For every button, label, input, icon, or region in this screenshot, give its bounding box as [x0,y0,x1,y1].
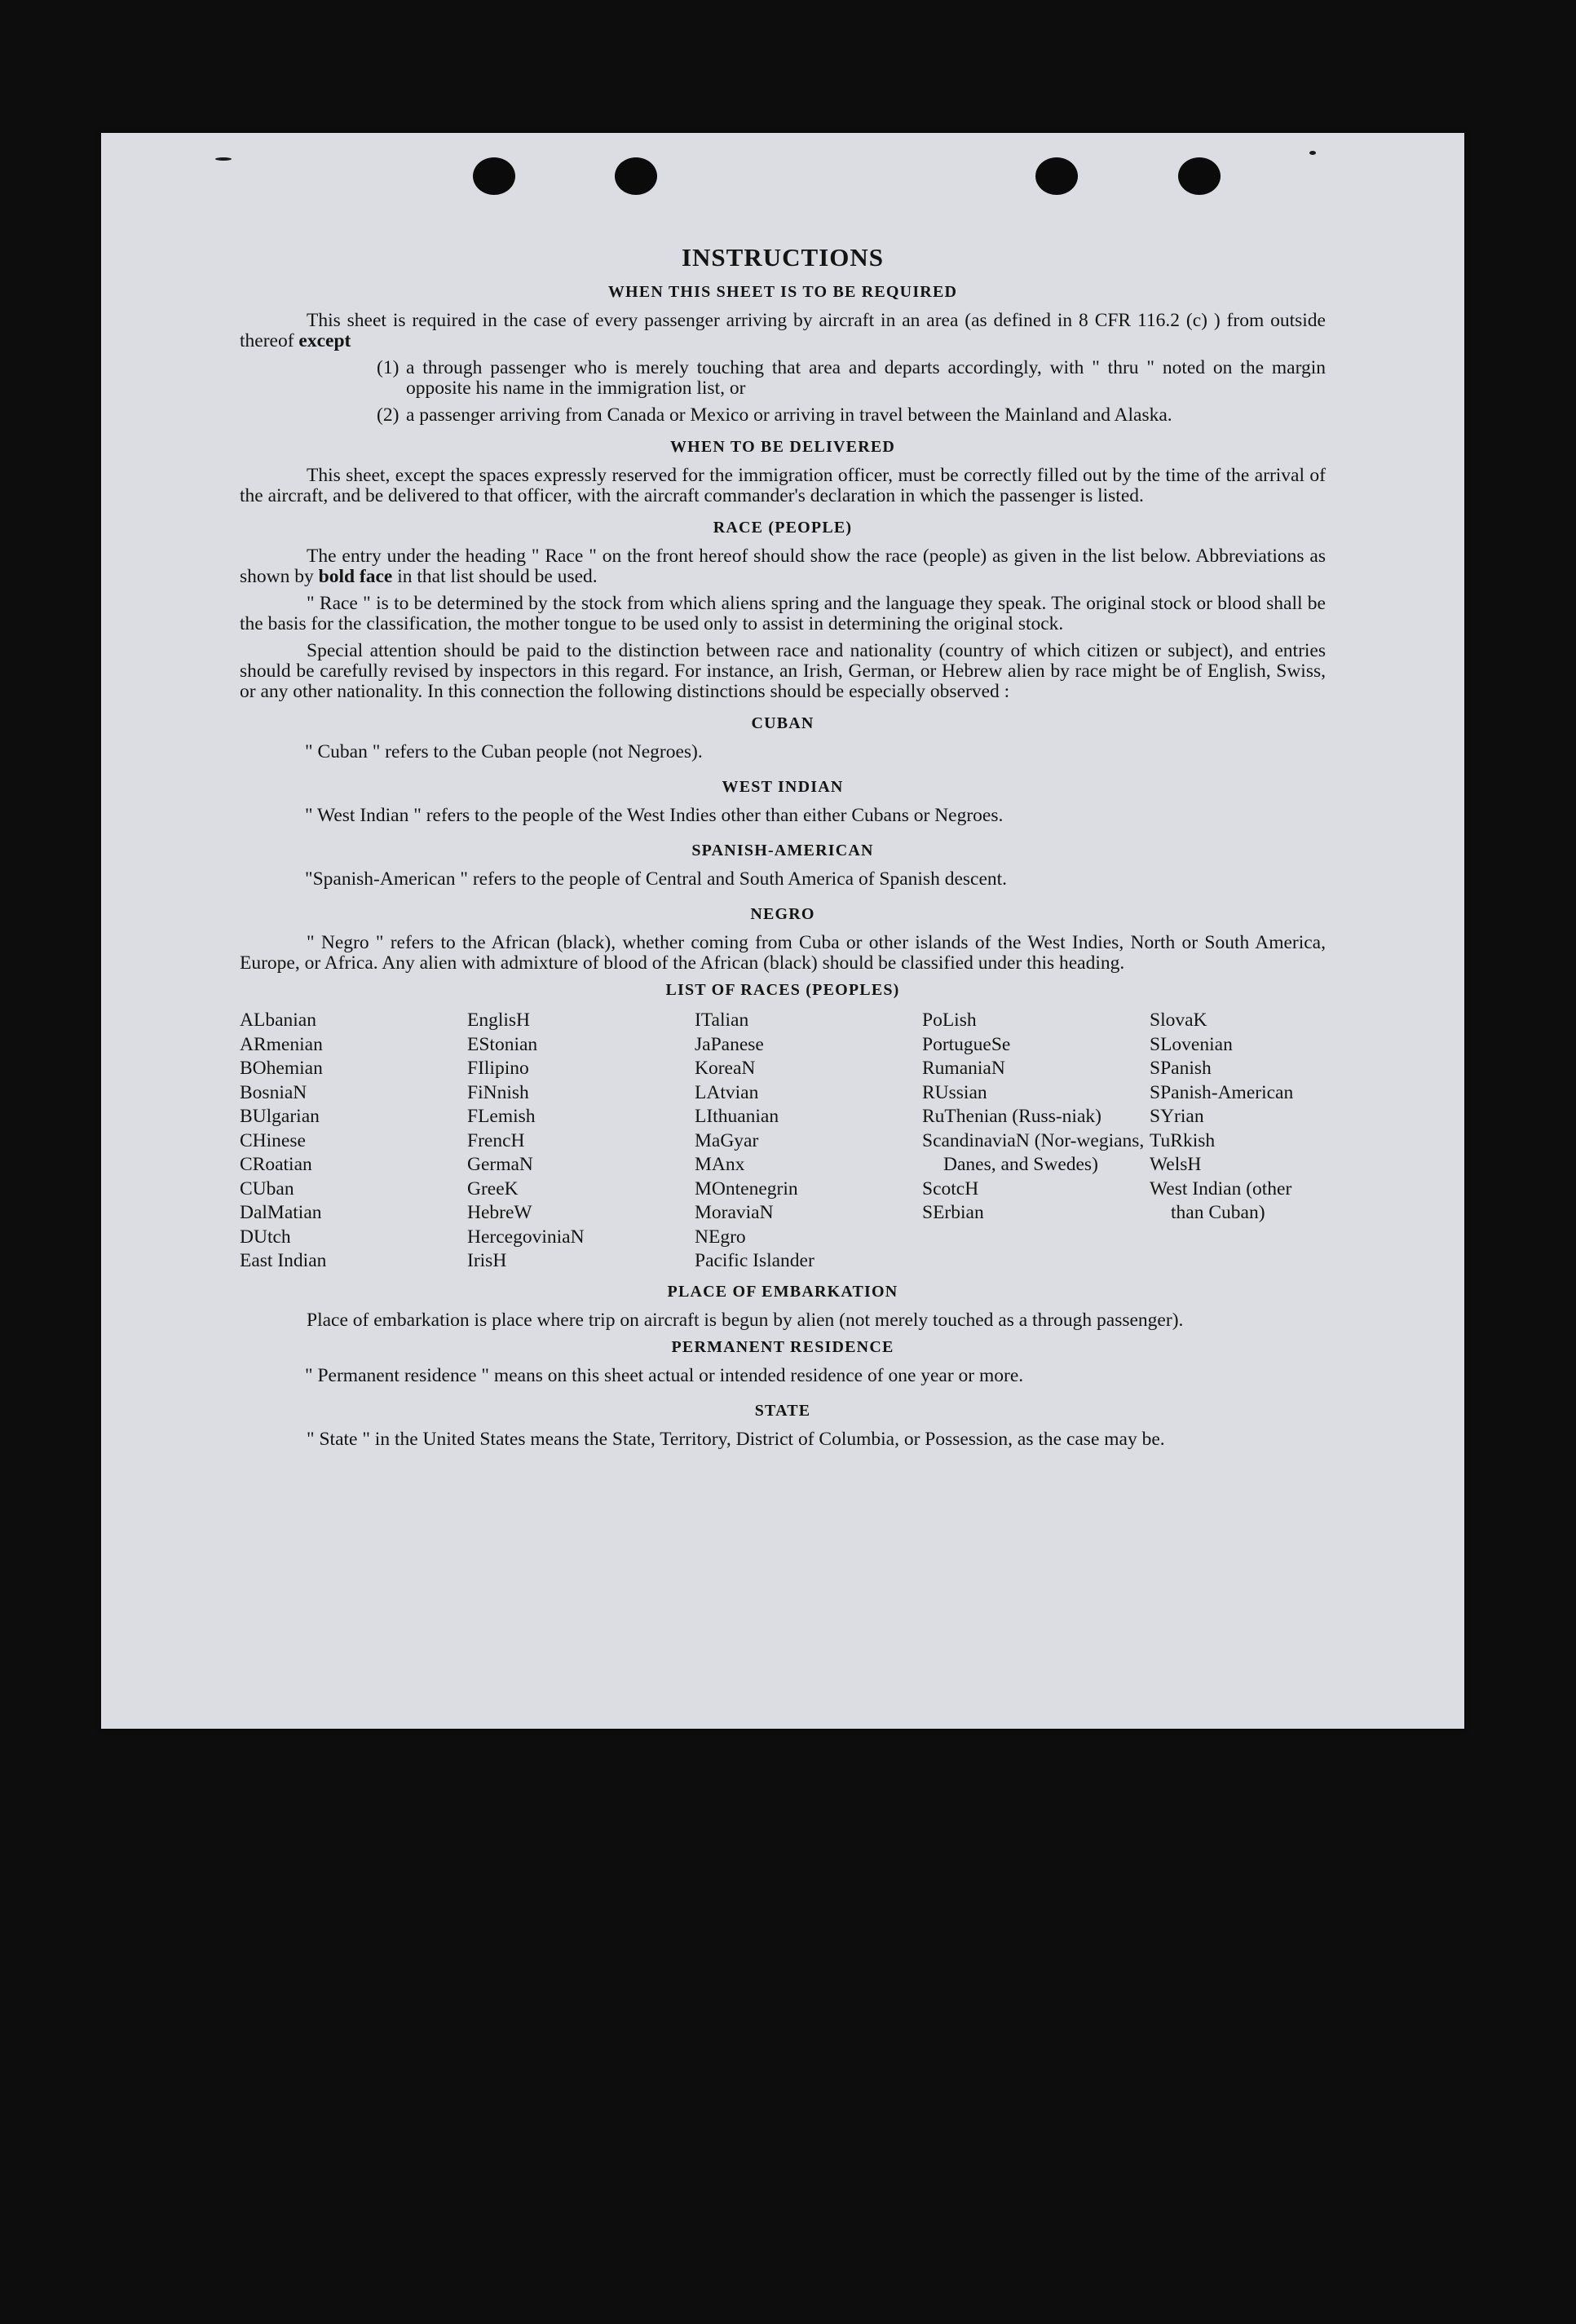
when-delivered-text: This sheet, except the spaces expressly reserved for the immigration officer, must be correctly filled out by the time of the arrival of the aircraft, and be delivered to that officer, with the aircraft commander's declaration in which the passenger is listed. [240,465,1326,506]
race-entry: BosniaN [240,1081,307,1103]
exception-item [377,358,1326,399]
exception-item [377,405,1326,426]
race-entry: East Indian [240,1250,327,1271]
race-entry: JaPanese [695,1033,764,1055]
document-page [101,133,1464,1729]
race-entry: CUban [240,1177,294,1200]
race-entry: Pacific Islander [695,1250,814,1271]
instructions-content [240,243,1326,1456]
race-entry: FrencH [467,1129,525,1151]
document-title: INSTRUCTIONS [681,243,884,272]
section-heading-when-required: WHEN THIS SHEET IS TO BE REQUIRED [607,283,958,301]
race-entry: BUlgarian [240,1106,320,1127]
when-required-except: except [298,330,351,351]
race-paragraph-1-start: The entry under the heading " Race " on the front hereof should show the race (people) as given in the list below. Abbreviations as shown by [240,546,1326,587]
race-paragraph-3: Special attention should be paid to the distinction between race and nationality (country of which citizen or subject), and entries should be carefully revised by inspectors in this regard. For instance, an Irish, German, or Hebrew alien by race might be of English, Swiss, or any other nationality. In this connection the following distinctions should be especially observed : [240,640,1326,702]
race-entry: SlovaK [1150,1010,1207,1031]
section-heading-spanish-american: SPANISH-AMERICAN [691,842,874,859]
race-entry: PoLish [922,1010,977,1031]
section-heading-list-of-races: LIST OF RACES (PEOPLES) [665,981,900,999]
races-column [467,1009,695,1274]
race-paragraph-1-end: in that list should be used. [392,566,598,587]
when-required-text [240,311,1326,351]
race-entry: RumaniaN [922,1058,1005,1079]
section-heading-race: RACE (PEOPLE) [713,519,853,537]
race-entry: TuRkish [1150,1129,1216,1151]
race-entry: FLemish [467,1106,536,1127]
race-entry: HercegoviniaN [467,1226,585,1248]
exception-number: (1) [377,357,400,378]
race-entry: ITalian [695,1010,749,1031]
when-required-text-main: This sheet is required in the case of every passenger arriving by aircraft in an area (as defined in 8 CFR 116.2 (c) ) from outside thereof [240,310,1326,351]
race-entry: RuThenian (Russ-niak) [922,1106,1101,1127]
race-entry: SPanish-American [1150,1081,1294,1103]
bold-face-term: bold face [318,566,393,587]
race-entry: IrisH [467,1250,507,1271]
section-heading-state: STATE [754,1401,811,1420]
negro-text: " Negro " refers to the African (black), whether coming from Cuba or other islands of the West Indies, North or South America, Europe, or Africa. Any alien with admixture of blood of the African (black) should be classified under this heading. [240,932,1326,974]
exception-text: a through passenger who is merely touching that area and departs accordingly, with " thru " noted on the margin opposite his name in the immigration list, or [406,357,1326,399]
race-entry: SYrian [1150,1106,1204,1127]
race-entry: ALbanian [240,1010,316,1031]
races-table [240,1009,1326,1274]
race-entry: SErbian [922,1202,984,1223]
race-entry: MAnx [695,1154,745,1175]
exception-text: a passenger arriving from Canada or Mexico or arriving in travel between the Mainland and Alaska. [406,404,1172,426]
race-entry: HebreW [467,1202,532,1223]
races-column [240,1009,467,1274]
race-entry: West Indian (other than Cuban) [1150,1177,1292,1223]
race-entry: ARmenian [240,1033,323,1055]
section-heading-permanent-residence: PERMANENT RESIDENCE [671,1337,894,1356]
punch-hole [473,157,515,195]
race-entry: CRoatian [240,1154,312,1175]
section-heading-when-delivered: WHEN TO BE DELIVERED [669,438,896,456]
spanish-american-text: "Spanish-American " refers to the people of Central and South America of Spanish descent. [305,868,1008,890]
race-entry: SLovenian [1150,1033,1233,1055]
permanent-residence-text: " Permanent residence " means on this sheet actual or intended residence of one year or more. [305,1364,1024,1386]
race-entry: ScandinaviaN (Nor-wegians, Danes, and Swedes) [922,1129,1145,1175]
section-heading-cuban: CUBAN [751,714,814,732]
race-entry: ScotcH [922,1177,979,1200]
race-entry: DUtch [240,1226,291,1248]
race-entry: PortugueSe [922,1033,1011,1055]
races-column [695,1009,922,1274]
race-entry: KoreaN [695,1058,756,1079]
race-paragraph-1 [240,546,1326,587]
races-column [922,1009,1150,1274]
exception-number: (2) [377,404,400,426]
race-entry: FiNnish [467,1081,529,1103]
race-paragraph-2: " Race " is to be determined by the stock from which aliens spring and the language they speak. The original stock or blood shall be the basis for the classification, the mother tongue to be used only to assist in determining the original stock. [240,593,1326,634]
race-entry: GermaN [467,1154,533,1175]
race-entry: SPanish [1150,1058,1212,1079]
race-entry: MaGyar [695,1129,759,1151]
paper-speck [215,157,232,161]
races-column [1150,1009,1326,1274]
punch-hole [1035,157,1078,195]
cuban-text: " Cuban " refers to the Cuban people (not Negroes). [305,741,703,762]
race-entry: BOhemian [240,1058,323,1079]
race-entry: GreeK [467,1177,519,1200]
west-indian-text: " West Indian " refers to the people of the West Indies other than either Cubans or Negroes. [305,805,1004,826]
race-entry: LIthuanian [695,1106,779,1127]
race-entry: EnglisH [467,1010,531,1031]
race-entry: RUssian [922,1081,987,1103]
section-heading-negro: NEGRO [750,905,815,923]
race-entry: NEgro [695,1226,746,1248]
punch-hole [1178,157,1221,195]
state-text: " State " in the United States means the State, Territory, District of Columbia, or Possession, as the case may be. [307,1428,1165,1450]
race-entry: MoraviaN [695,1202,774,1223]
punch-hole [615,157,657,195]
race-entry: WelsH [1150,1154,1202,1175]
paper-speck [1309,151,1316,155]
race-entry: CHinese [240,1129,306,1151]
section-heading-west-indian: WEST INDIAN [722,778,844,796]
race-entry: EStonian [467,1033,538,1055]
embarkation-text: Place of embarkation is place where trip on aircraft is begun by alien (not merely touched as a through passenger). [307,1309,1184,1331]
race-entry: MOntenegrin [695,1177,798,1200]
race-entry: DalMatian [240,1202,322,1223]
section-heading-embarkation: PLACE OF EMBARKATION [667,1282,898,1301]
race-entry: LAtvian [695,1081,759,1103]
race-entry: FIlipino [467,1058,529,1079]
